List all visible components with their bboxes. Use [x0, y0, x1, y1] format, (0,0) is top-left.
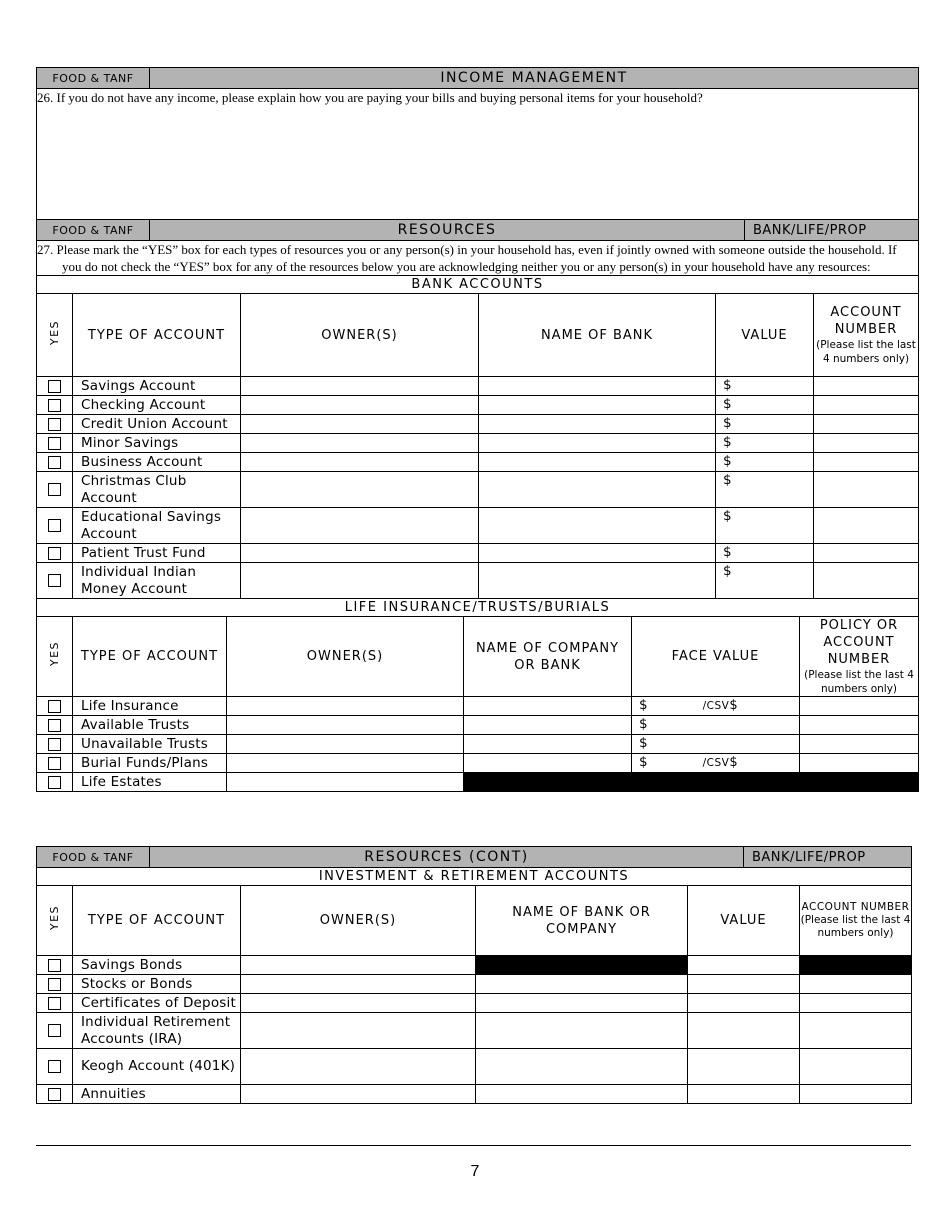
account-type-label: Checking Account: [73, 396, 241, 415]
dollar-sign: $: [639, 697, 648, 713]
yes-checkbox-cell: [37, 563, 73, 599]
value-field[interactable]: [716, 396, 814, 415]
dollar-sign: $: [723, 508, 732, 524]
face-value-field[interactable]: [632, 754, 800, 773]
resources-type-label: BANK/LIFE/PROP: [745, 220, 919, 241]
life-insurance-row: [37, 697, 919, 716]
income-resources-block: [36, 67, 919, 792]
policy-number-field[interactable]: [800, 735, 919, 754]
face-value-field[interactable]: [632, 716, 800, 735]
yes-checkbox[interactable]: [48, 437, 61, 450]
type-of-account-header: TYPE OF ACCOUNT: [73, 886, 241, 956]
yes-checkbox[interactable]: [48, 574, 61, 587]
bank-name-field[interactable]: [479, 377, 716, 396]
owners-field[interactable]: [241, 1013, 476, 1049]
value-field[interactable]: [688, 1085, 800, 1104]
account-number-header: [814, 294, 919, 377]
resources-section-title: RESOURCES: [150, 220, 745, 241]
value-field[interactable]: [716, 563, 814, 599]
yes-checkbox[interactable]: [48, 978, 61, 991]
account-number-field[interactable]: [800, 975, 912, 994]
blocked-cell: [800, 956, 912, 975]
yes-checkbox-cell: [37, 1049, 73, 1085]
bank-name-field[interactable]: [476, 1013, 688, 1049]
yes-checkbox[interactable]: [48, 456, 61, 469]
value-header: VALUE: [688, 886, 800, 956]
account-type-label: Available Trusts: [73, 716, 227, 735]
bank-account-row: [37, 434, 919, 453]
account-number-label: ACCOUNT NUMBER: [801, 901, 910, 913]
yes-checkbox[interactable]: [48, 399, 61, 412]
bank-name-field[interactable]: [476, 975, 688, 994]
yes-checkbox[interactable]: [48, 776, 61, 789]
yes-checkbox-cell: [37, 396, 73, 415]
face-value-field[interactable]: [632, 697, 800, 716]
account-number-label: ACCOUNT NUMBER: [830, 305, 902, 337]
owners-field[interactable]: [241, 472, 479, 508]
dollar-sign: $: [723, 377, 732, 393]
yes-checkbox[interactable]: [48, 738, 61, 751]
policy-number-field[interactable]: [800, 754, 919, 773]
yes-checkbox[interactable]: [48, 547, 61, 560]
owners-field[interactable]: [241, 1085, 476, 1104]
yes-checkbox[interactable]: [48, 418, 61, 431]
bank-name-field[interactable]: [479, 563, 716, 599]
account-number-field[interactable]: [814, 563, 919, 599]
account-type-label: Minor Savings: [73, 434, 241, 453]
dollar-sign: $: [723, 544, 732, 560]
yes-checkbox[interactable]: [48, 1024, 61, 1037]
bank-name-field[interactable]: [476, 1049, 688, 1085]
investment-row: [37, 956, 912, 975]
life-insurance-title: LIFE INSURANCE/TRUSTS/BURIALS: [37, 599, 919, 617]
bank-account-row: [37, 563, 919, 599]
yes-checkbox-cell: [37, 697, 73, 716]
account-type-label: Business Account: [73, 453, 241, 472]
account-number-field[interactable]: [814, 415, 919, 434]
yes-checkbox-cell: [37, 1013, 73, 1049]
bank-name-field[interactable]: [479, 544, 716, 563]
dollar-sign: $: [723, 453, 732, 469]
yes-column-header: YES: [48, 319, 61, 346]
bank-name-field[interactable]: [479, 415, 716, 434]
account-type-label: Credit Union Account: [73, 415, 241, 434]
bank-name-field[interactable]: [479, 434, 716, 453]
value-field[interactable]: [716, 453, 814, 472]
bank-or-company-header: NAME OF BANK OR COMPANY: [476, 886, 688, 956]
account-number-field[interactable]: [800, 1013, 912, 1049]
face-value-field[interactable]: [632, 735, 800, 754]
value-field[interactable]: [688, 1013, 800, 1049]
investment-row: [37, 1049, 912, 1085]
investment-row: [37, 994, 912, 1013]
income-section-title: INCOME MANAGEMENT: [150, 68, 919, 89]
account-number-note: (Please list the last 4 numbers only): [800, 914, 911, 939]
question-26-answer-area[interactable]: [37, 89, 919, 220]
investment-row: [37, 1013, 912, 1049]
owners-field[interactable]: [241, 563, 479, 599]
yes-checkbox-cell: [37, 453, 73, 472]
bank-account-row: [37, 453, 919, 472]
face-value-header: FACE VALUE: [632, 617, 800, 697]
bank-name-field[interactable]: [476, 1085, 688, 1104]
owners-header: OWNER(S): [241, 886, 476, 956]
owners-field[interactable]: [241, 956, 476, 975]
company-name-field[interactable]: [464, 735, 632, 754]
owners-field[interactable]: [241, 1049, 476, 1085]
bank-account-row: [37, 415, 919, 434]
value-field[interactable]: [716, 472, 814, 508]
policy-number-field[interactable]: [800, 716, 919, 735]
company-or-bank-header: NAME OF COMPANY OR BANK: [464, 617, 632, 697]
yes-checkbox-cell: [37, 434, 73, 453]
account-type-label: Burial Funds/Plans: [73, 754, 227, 773]
owners-field[interactable]: [241, 994, 476, 1013]
owners-field[interactable]: [227, 754, 464, 773]
bank-accounts-table: [36, 275, 919, 599]
question-27: [37, 241, 919, 276]
yes-checkbox[interactable]: [48, 483, 61, 496]
account-type-label: Certificates of Deposit: [73, 994, 241, 1013]
resources-program-tag: FOOD & TANF: [37, 220, 150, 241]
life-insurance-row: [37, 735, 919, 754]
yes-checkbox-cell: [37, 377, 73, 396]
resources-cont-program-tag: FOOD & TANF: [37, 847, 150, 868]
yes-checkbox[interactable]: [48, 719, 61, 732]
owners-field[interactable]: [241, 434, 479, 453]
account-number-field[interactable]: [814, 434, 919, 453]
value-field[interactable]: [688, 975, 800, 994]
yes-checkbox-cell: [37, 508, 73, 544]
resources-header-row: [37, 220, 919, 241]
yes-checkbox-cell: [37, 716, 73, 735]
value-header: VALUE: [716, 294, 814, 377]
owners-field[interactable]: [227, 716, 464, 735]
investment-column-headers: [37, 886, 912, 956]
dollar-sign: $: [723, 396, 732, 412]
dollar-sign: $: [639, 754, 648, 770]
account-type-label: Annuities: [73, 1085, 241, 1104]
dollar-sign: $: [723, 434, 732, 450]
account-number-header: [800, 886, 912, 956]
yes-checkbox[interactable]: [48, 1060, 61, 1073]
account-number-field[interactable]: [814, 396, 919, 415]
yes-checkbox-cell: [37, 1085, 73, 1104]
dollar-sign: $: [723, 415, 732, 431]
owners-field[interactable]: [241, 544, 479, 563]
account-type-label: Keogh Account (401K): [73, 1049, 241, 1085]
company-name-field[interactable]: [464, 716, 632, 735]
yes-checkbox[interactable]: [48, 757, 61, 770]
account-type-label: Life Estates: [73, 773, 227, 792]
yes-checkbox[interactable]: [48, 1088, 61, 1101]
dollar-sign: $: [723, 563, 732, 579]
value-field[interactable]: [688, 956, 800, 975]
type-of-account-header: TYPE OF ACCOUNT: [73, 617, 227, 697]
account-type-label: Individual Indian Money Account: [73, 563, 241, 599]
life-insurance-table: [36, 598, 919, 792]
investment-row: [37, 975, 912, 994]
bank-accounts-column-headers: [37, 294, 919, 377]
yes-column-header: YES: [48, 641, 61, 667]
yes-checkbox-cell: [37, 773, 73, 792]
value-field[interactable]: [688, 994, 800, 1013]
yes-checkbox[interactable]: [48, 959, 61, 972]
yes-checkbox[interactable]: [48, 519, 61, 532]
owners-field[interactable]: [227, 735, 464, 754]
account-type-label: Individual Retirement Accounts (IRA): [73, 1013, 241, 1049]
yes-checkbox[interactable]: [48, 997, 61, 1010]
bank-name-field[interactable]: [476, 994, 688, 1013]
bank-account-row: [37, 508, 919, 544]
investment-row: [37, 1085, 912, 1104]
policy-number-header: [800, 617, 919, 697]
bank-name-field[interactable]: [479, 508, 716, 544]
owners-header: OWNER(S): [227, 617, 464, 697]
yes-checkbox-cell: [37, 544, 73, 563]
owners-field[interactable]: [241, 453, 479, 472]
account-type-label: Educational Savings Account: [73, 508, 241, 544]
name-of-bank-header: NAME OF BANK: [479, 294, 716, 377]
resources-cont-header-table: [36, 846, 912, 868]
owners-field[interactable]: [241, 377, 479, 396]
account-number-field[interactable]: [814, 544, 919, 563]
yes-column-header: YES: [48, 905, 61, 931]
yes-checkbox-cell: [37, 956, 73, 975]
dollar-sign: $: [729, 755, 738, 770]
yes-checkbox[interactable]: [48, 700, 61, 713]
csv-text: /CSV: [702, 757, 730, 769]
income-management-table: [36, 67, 919, 276]
account-type-label: Stocks or Bonds: [73, 975, 241, 994]
bank-accounts-title: BANK ACCOUNTS: [37, 276, 919, 294]
account-number-field[interactable]: [814, 453, 919, 472]
owners-field[interactable]: [227, 773, 464, 792]
dollar-sign: $: [639, 716, 648, 732]
investment-accounts-title: INVESTMENT & RETIREMENT ACCOUNTS: [37, 868, 912, 886]
type-of-account-header: TYPE OF ACCOUNT: [73, 294, 241, 377]
policy-number-field[interactable]: [800, 697, 919, 716]
resources-cont-header-row: [37, 847, 912, 868]
csv-label: [703, 754, 738, 772]
account-number-field[interactable]: [814, 508, 919, 544]
account-number-field[interactable]: [800, 1049, 912, 1085]
account-type-label: Patient Trust Fund: [73, 544, 241, 563]
resources-cont-title: RESOURCES (CONT): [150, 847, 744, 868]
footer-rule: [36, 1145, 911, 1146]
bank-name-field[interactable]: [479, 453, 716, 472]
life-insurance-row: [37, 716, 919, 735]
yes-checkbox-cell: [37, 975, 73, 994]
resources-cont-block: [36, 846, 912, 1104]
account-number-field[interactable]: [800, 1085, 912, 1104]
yes-checkbox-cell: [37, 415, 73, 434]
life-insurance-row: [37, 773, 919, 792]
dollar-sign: $: [729, 698, 738, 713]
question-27-text: 27. Please mark the “YES” box for each types of resources you or any person(s) in your household has, even if jointly owned with someone outside the household. If you do not check the “YES” box for any of the resources below you are acknowledging neither you or any person(s) in your household have any resources:: [37, 242, 897, 274]
value-field[interactable]: [688, 1049, 800, 1085]
dollar-sign: $: [723, 472, 732, 488]
account-type-label: Savings Account: [73, 377, 241, 396]
page-number: 7: [470, 1163, 480, 1180]
yes-checkbox-cell: [37, 994, 73, 1013]
value-field[interactable]: [716, 434, 814, 453]
bank-account-row: [37, 472, 919, 508]
life-insurance-row: [37, 754, 919, 773]
yes-checkbox[interactable]: [48, 380, 61, 393]
income-program-tag: FOOD & TANF: [37, 68, 150, 89]
policy-number-label: POLICY OR ACCOUNT NUMBER: [819, 618, 899, 667]
value-field[interactable]: [716, 508, 814, 544]
blocked-cell: [476, 956, 688, 975]
account-number-note: (Please list the last 4 numbers only): [816, 339, 916, 365]
csv-label: [703, 697, 738, 715]
account-type-label: Savings Bonds: [73, 956, 241, 975]
value-field[interactable]: [716, 377, 814, 396]
bank-account-row: [37, 396, 919, 415]
yes-checkbox-cell: [37, 735, 73, 754]
value-field[interactable]: [716, 544, 814, 563]
yes-checkbox-cell: [37, 472, 73, 508]
owners-field[interactable]: [241, 975, 476, 994]
life-insurance-column-headers: [37, 617, 919, 697]
company-name-field[interactable]: [464, 754, 632, 773]
owners-header: OWNER(S): [241, 294, 479, 377]
owners-field[interactable]: [241, 415, 479, 434]
investment-accounts-table: [36, 867, 912, 1104]
value-field[interactable]: [716, 415, 814, 434]
owners-field[interactable]: [227, 697, 464, 716]
policy-number-note: (Please list the last 4 numbers only): [804, 669, 914, 695]
company-name-field[interactable]: [464, 697, 632, 716]
blocked-cell: [632, 773, 800, 792]
resources-cont-type-label: BANK/LIFE/PROP: [744, 847, 912, 868]
dollar-sign: $: [639, 735, 648, 751]
owners-field[interactable]: [241, 508, 479, 544]
account-number-field[interactable]: [800, 994, 912, 1013]
blocked-cell: [800, 773, 919, 792]
account-number-field[interactable]: [814, 472, 919, 508]
question-26-text: 26. If you do not have any income, please explain how you are paying your bills and buying personal items for your household?: [37, 90, 703, 105]
csv-text: /CSV: [702, 700, 730, 712]
account-type-label: Life Insurance: [73, 697, 227, 716]
account-number-field[interactable]: [814, 377, 919, 396]
income-header-row: [37, 68, 919, 89]
account-type-label: Christmas Club Account: [73, 472, 241, 508]
yes-checkbox-cell: [37, 754, 73, 773]
bank-name-field[interactable]: [479, 472, 716, 508]
account-type-label: Unavailable Trusts: [73, 735, 227, 754]
bank-account-row: [37, 544, 919, 563]
blocked-cell: [464, 773, 632, 792]
bank-name-field[interactable]: [479, 396, 716, 415]
bank-account-row: [37, 377, 919, 396]
owners-field[interactable]: [241, 396, 479, 415]
